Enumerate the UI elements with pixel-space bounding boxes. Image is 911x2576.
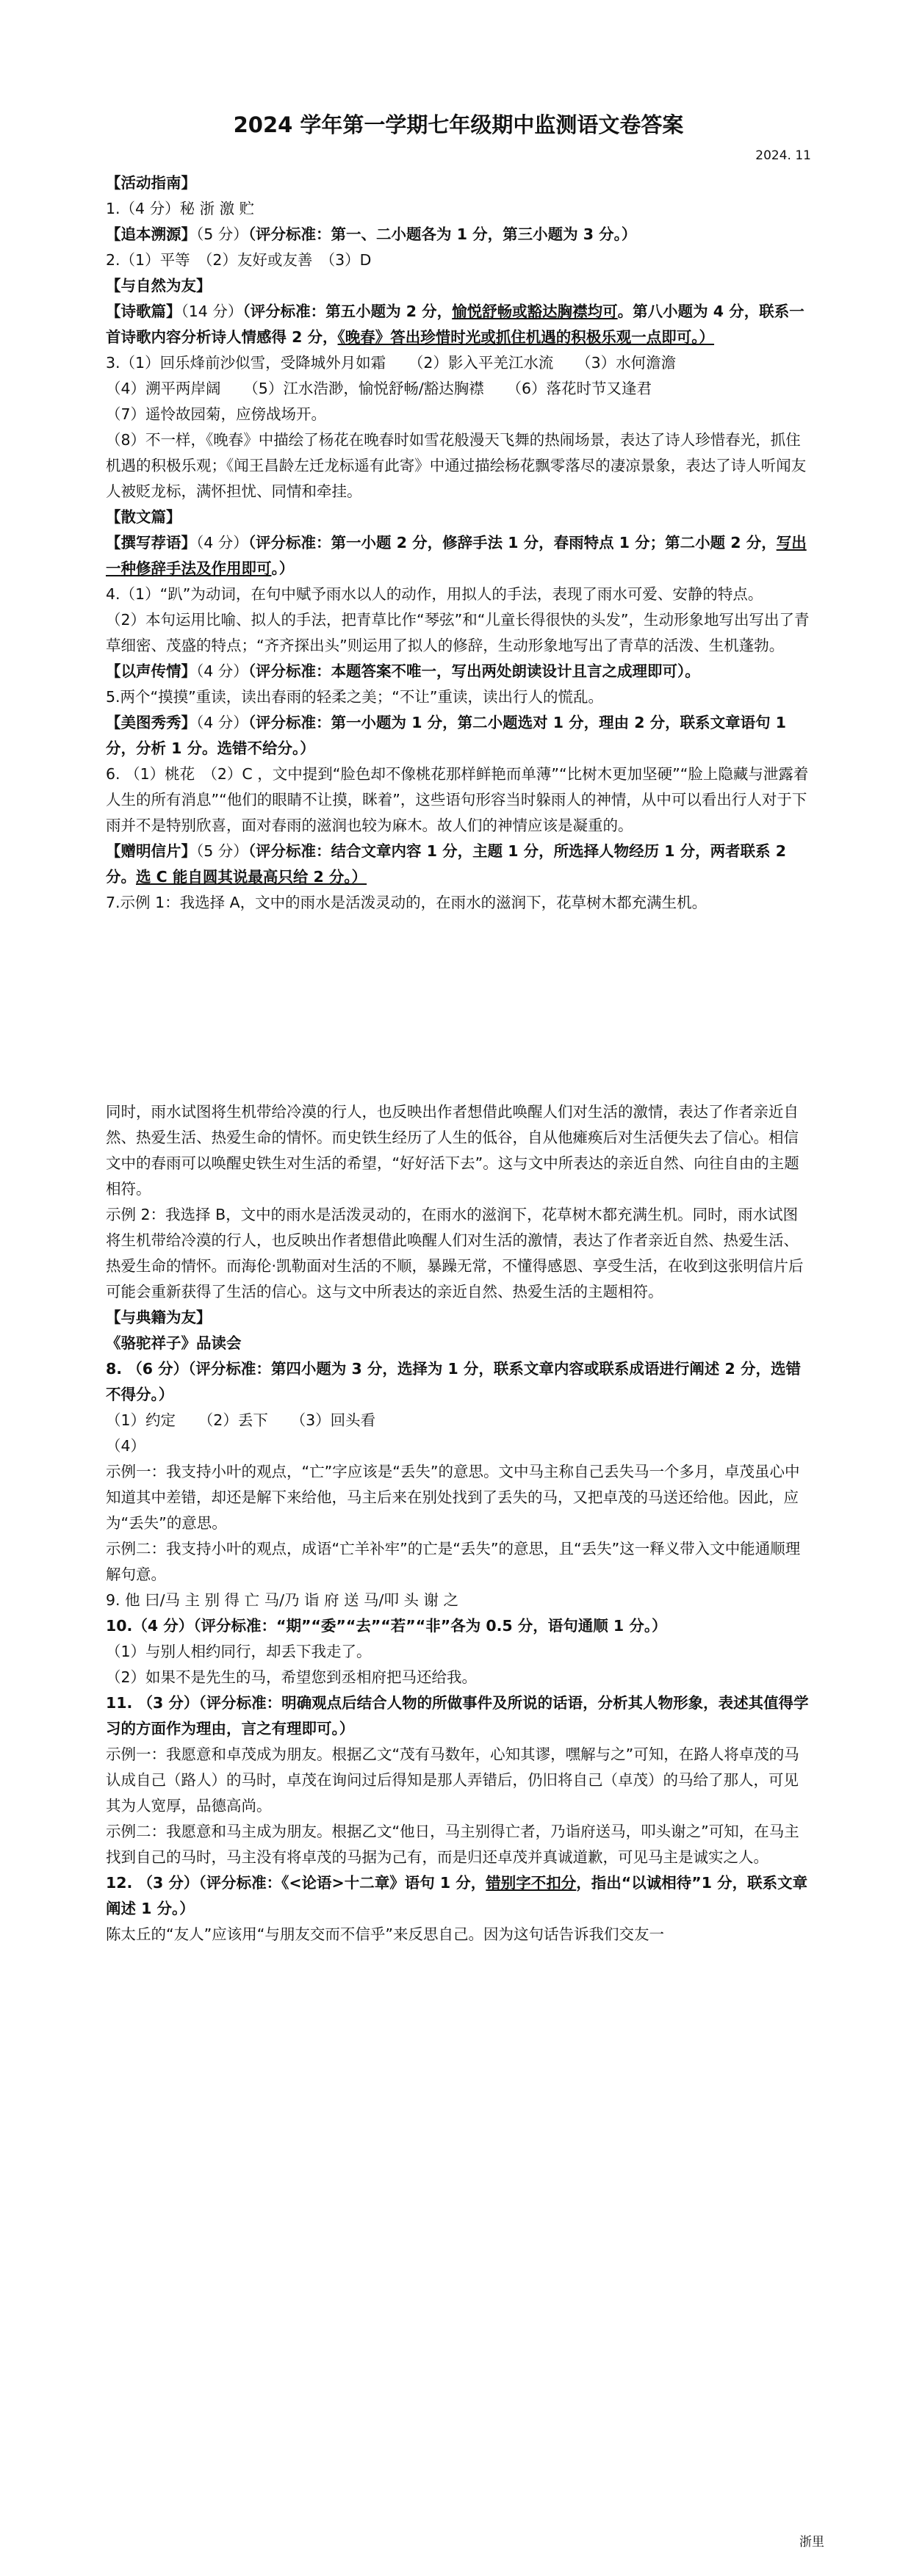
answer-q7-example1-cont: 同时，雨水试图将生机带给冷漠的行人，也反映出作者想借此唤醒人们对生活的激情，表达了作者亲近自然、热爱生活、热爱生命的情怀。而史铁生经历了人生的低谷，自从他瘫痪后对生活便失去了信心。相信文中的春雨可以唤醒史铁生对生活的希望，“好好活下去”。这与文中所表达的亲近自然、向往自由的主题相符。 (106, 1103, 799, 1198)
subsection-tag: 【赠明信片】 (106, 842, 196, 860)
exam-date: 2024. 11 (755, 148, 811, 163)
scoring-standard: 12. （3 分）（评分标准：《<论语>十二章》语句 1 分， (106, 1874, 486, 1892)
answer-q7-example1: 7.示例 1：我选择 A，文中的雨水是活泼灵动的，在雨水的滋润下，花草树木都充满生机。 (106, 894, 707, 911)
subsection-tag: 【美图秀秀】 (106, 714, 196, 731)
subsection-tag: 【追本溯源】 (106, 225, 196, 243)
scoring-q12 (106, 1870, 811, 1922)
answer-q3-line1: 3.（1）回乐烽前沙似雪，受降城外月如霜 （2）影入平羌江水流 （3）水何澹澹 (106, 354, 677, 372)
section-prose: 【散文篇】 (106, 508, 181, 526)
scoring-standard: （评分标准：本题答案不唯一，写出两处朗读设计且言之成理即可）。 (248, 662, 700, 680)
scoring-poetry (106, 299, 811, 350)
answer-q8-example2: 示例二：我支持小叶的观点，成语“亡羊补牢”的亡是“丢失”的意思，且“丢失”这一释义带入文中能通顺理解句意。 (106, 1540, 801, 1583)
subsection-score: （4 分） (196, 662, 248, 680)
subsection-tag: 【诗歌篇】 (106, 303, 181, 320)
scoring-postcard (106, 839, 811, 890)
scoring-q10: 10.（4 分）（评分标准：“期”“委”“去”“若”“非”各为 0.5 分，语句通顺 1 分。） (106, 1617, 667, 1635)
scoring-standard-underlined: 《晚春》答出珍惜时光或抓住机遇的积极乐观一点即可。） (337, 328, 715, 346)
scoring-standard-underlined: 错别字不扣分 (486, 1874, 577, 1892)
answer-q6: 6. （1）桃花 （2）C ，文中提到“脸色却不像桃花那样鲜艳而单薄”“比树木更加坚硬”“脸上隐藏与泄露着人生的所有消息”“他们的眼睛不让摸，眯着”，这些语句形容当时躲雨人的神情，从中可以看出行人对于下雨并不是特别欣喜，面对春雨的滋润也较为麻木。故人们的神情应该是凝重的。 (106, 765, 809, 834)
scoring-standard: ，指出“以诚相待”1 分，联系文章阐述 1 分。） (106, 1874, 808, 1917)
scoring-standard: 。） (271, 560, 295, 577)
scoring-q11: 11. （3 分）（评分标准：明确观点后结合人物的所做事件及所说的话语，分析其人物形象，表述其值得学习的方面作为理由，言之有理即可。） (106, 1694, 809, 1737)
scoring-reading (106, 659, 811, 684)
subsection-score: （5 分） (196, 225, 248, 243)
footer-text: 浙里 (799, 2535, 824, 2550)
answer-q3-line4: （8）不一样，《晚春》中描绘了杨花在晚春时如雪花般漫天飞舞的热闹场景，表达了诗人珍惜春光，抓住机遇的积极乐观；《闻王昌龄左迁龙标遥有此寄》中通过描绘杨花飘零落尽的凄凉景象，表达了诗人听闻友人被贬龙标，满怀担忧、同情和牵挂。 (106, 431, 807, 500)
answer-q8-4: （4） (106, 1437, 146, 1455)
scoring-standard: （评分标准：第五小题为 2 分， (242, 303, 453, 320)
scoring-q2 (106, 222, 811, 247)
subsection-tag: 【撰写荐语】 (106, 534, 196, 551)
section-nature: 【与自然为友】 (106, 277, 212, 294)
scoring-standard-underlined: 愉悦舒畅或豁达胸襟均可 (452, 303, 618, 320)
answer-q5: 5.两个“摸摸”重读，读出春雨的轻柔之美；“不让”重读，读出行人的慌乱。 (106, 688, 604, 706)
subsection-score: （4 分） (196, 534, 248, 551)
scoring-q8: 8. （6 分）（评分标准：第四小题为 3 分，选择为 1 分，联系文章内容或联系成语进行阐述 2 分，选错不得分。） (106, 1360, 801, 1403)
answer-q4-1: 4.（1）“趴”为动词，在句中赋予雨水以人的动作，用拟人的手法，表现了雨水可爱、安静的特点。 (106, 585, 763, 603)
answer-q2: 2.（1）平等 （2）友好或友善 （3）D (106, 251, 372, 269)
answer-q11-example2: 示例二：我愿意和马主成为朋友。根据乙文“他日，马主别得亡者，乃诣府送马，叩头谢之”可知，在马主找到自己的马时，马主没有将卓茂的马据为己有，而是归还卓茂并真诚道歉，可见马主是诚实之人。 (106, 1823, 799, 1866)
blank-space (106, 916, 811, 1099)
answer-q11-example1: 示例一：我愿意和卓茂成为朋友。根据乙文“茂有马数年，心知其谬，嘿解与之”可知，在路人将卓茂的马认成自己（路人）的马时，卓茂在询问过后得知是那人弄错后，仍旧将自己（卓茂）的马给了那人，可见其为人宽厚，品德高尚。 (106, 1745, 799, 1815)
section-classics: 【与典籍为友】 (106, 1309, 212, 1326)
answer-sheet (106, 110, 811, 1947)
subsection-tag: 【以声传情】 (106, 662, 196, 680)
answer-q7-example2: 示例 2：我选择 B，文中的雨水是活泼灵动的，在雨水的滋润下，花草树木都充满生机。同时，雨水试图将生机带给冷漠的行人，也反映出作者想借此唤醒人们对生活的激情，表达了作者亲近自然、热爱生活、热爱生命的情怀。而海伦·凯勒面对生活的不顺，暴躁无常，不懂得感恩、享受生活，在收到这张明信片后可能会重新获得了生活的信心。这与文中所表达的亲近自然、热爱生活的主题相符。 (106, 1206, 804, 1300)
scoring-standard: 。第八小题为 4 分，联系一首诗歌内容分析诗人情感得 2 分， (106, 303, 804, 346)
answer-q8-1: （1）约定 （2）丢下 （3）回头看 (106, 1411, 376, 1429)
scoring-standard-underlined: 选 C 能自圆其说最高只给 2 分。） (136, 868, 367, 886)
answer-q4-2: （2）本句运用比喻、拟人的手法，把青草比作“琴弦”和“儿童长得很快的头发”，生动形象地写出写出了青草细密、茂盛的特点；“齐齐探出头”则运用了拟人的修辞，生动形象地写出了青草的活泼、生机蓬勃。 (106, 611, 810, 654)
scoring-standard: （评分标准：第一小题 2 分，修辞手法 1 分，春雨特点 1 分；第二小题 2 分， (248, 534, 777, 551)
subsection-score: （14 分） (181, 303, 243, 320)
subsection-score: （5 分） (196, 842, 248, 860)
answer-q3-line2: （4）溯平两岸阔 （5）江水浩渺，愉悦舒畅/豁达胸襟 （6）落花时节又逢君 (106, 380, 652, 397)
section-activity-guide: 【活动指南】 (106, 174, 196, 192)
scoring-standard-underlined: 写出一种修辞手法及作用即可 (106, 534, 807, 577)
scoring-standard: （评分标准：第一小题为 1 分，第二小题选对 1 分，理由 2 分，联系文章语句 1 分，分析 1 分。选错不给分。） (106, 714, 787, 757)
answer-q12: 陈太丘的“友人”应该用“与朋友交而不信乎”来反思自己。因为这句话告诉我们交友一 (106, 1925, 664, 1943)
scoring-standard: （评分标准：结合文章内容 1 分，主题 1 分，所选择人物经历 1 分，两者联系 2 分。 (106, 842, 787, 886)
answer-q1: 1.（4 分）秘 浙 激 贮 (106, 200, 255, 217)
subsection-title: 《骆驼祥子》品读会 (106, 1334, 242, 1352)
scoring-standard: （评分标准：第一、二小题各为 1 分，第三小题为 3 分。） (248, 225, 637, 243)
answer-q9: 9. 他 曰/马 主 别 得 亡 马/乃 诣 府 送 马/叩 头 谢 之 (106, 1591, 459, 1609)
answer-q8-example1: 示例一：我支持小叶的观点，“亡”字应该是“丢失”的意思。文中马主称自己丢失马一个多月，卓茂虽心中知道其中差错，却还是解下来给他，马主后来在别处找到了丢失的马，又把卓茂的马送还给他。因此，应为“丢失”的意思。 (106, 1463, 800, 1532)
scoring-picture (106, 710, 811, 761)
answer-q3-line3: （7）遥怜故园菊，应傍战场开。 (106, 405, 327, 423)
page-title: 2024 学年第一学期七年级期中监测语文卷答案 (233, 112, 684, 137)
subsection-score: （4 分） (196, 714, 248, 731)
answer-q10-1: （1）与别人相约同行，却丢下我走了。 (106, 1643, 372, 1660)
answer-q10-2: （2）如果不是先生的马，希望您到丞相府把马还给我。 (106, 1668, 478, 1686)
scoring-recommendation (106, 530, 811, 582)
